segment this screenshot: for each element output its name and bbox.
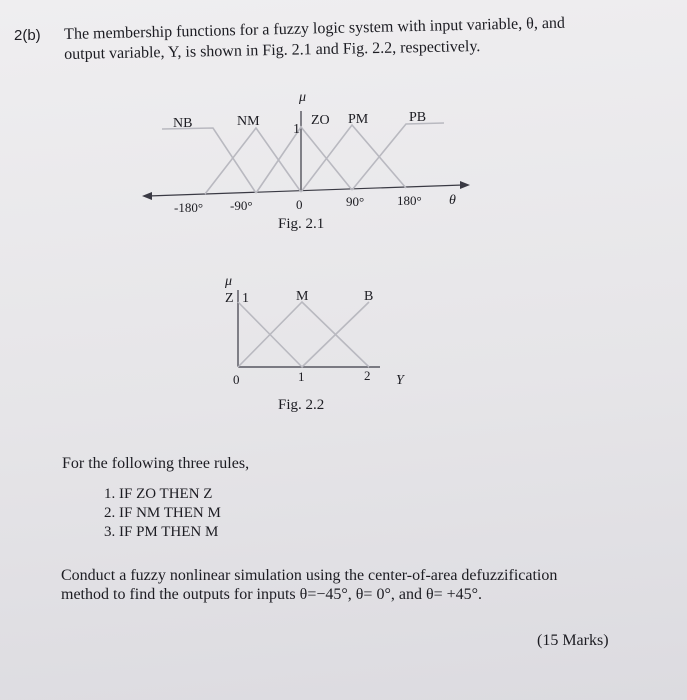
intro-line-2: output variable, Y, is shown in Fig. 2.1 and Fig. 2.2, respectively. [64,38,481,63]
fig1-caption: Fig. 2.1 [278,216,325,232]
marks-label: (15 Marks) [537,632,609,649]
fig1-tick-neg90: -90° [230,198,253,213]
rule-item: 2. IF NM THEN M [104,505,221,521]
fig2-set-z: Z [225,291,234,306]
fig1-set-zo: ZO [311,113,330,128]
fig2-tick-1: 1 [298,369,305,384]
task-line-1: Conduct a fuzzy nonlinear simulation using the center-of-area defuzzification [61,567,558,584]
fig1-mu-label: μ [299,90,307,105]
fig1-tick-0: 0 [296,197,303,212]
task-line-2: method to find the outputs for inputs θ=−45°, θ= 0°, and θ= +45°. [61,586,483,603]
mf-zo [256,127,352,193]
fig2-caption: Fig. 2.2 [278,397,325,413]
rules-intro: For the following three rules, [62,455,250,472]
fig2-one-label: 1 [242,291,249,306]
fig1-set-pb: PB [409,110,427,125]
fig1-tick-90: 90° [346,194,365,209]
mf-nb [162,128,256,193]
mf-m [238,302,369,367]
fig1-one-label: 1 [293,122,300,137]
fig2-set-m: M [296,289,309,304]
fig1-tick-180: 180° [397,193,422,208]
fig2-mu-label: μ [225,274,233,289]
fig1-set-pm: PM [348,112,369,127]
fig1-right-arrow [460,181,470,189]
rule-item: 1. IF ZO THEN Z [104,486,213,502]
fig2-set-b: B [364,289,374,304]
fig2-tick-2: 2 [364,368,371,383]
fig1-set-nm: NM [237,114,260,129]
mf-pb [352,123,444,190]
fig2-tick-0: 0 [233,372,240,387]
fig1-theta-label: θ [449,193,456,208]
fig1-left-arrow [142,192,152,200]
intro-line-1: The membership functions for a fuzzy logic system with input variable, θ, and [64,14,566,43]
mf-pm [301,125,406,192]
fig1-set-nb: NB [173,116,193,131]
question-number: 2(b) [14,27,41,44]
fig2-y-label: Y [396,373,404,388]
rule-item: 3. IF PM THEN M [104,524,219,540]
fig1-tick-neg180: -180° [174,200,204,215]
